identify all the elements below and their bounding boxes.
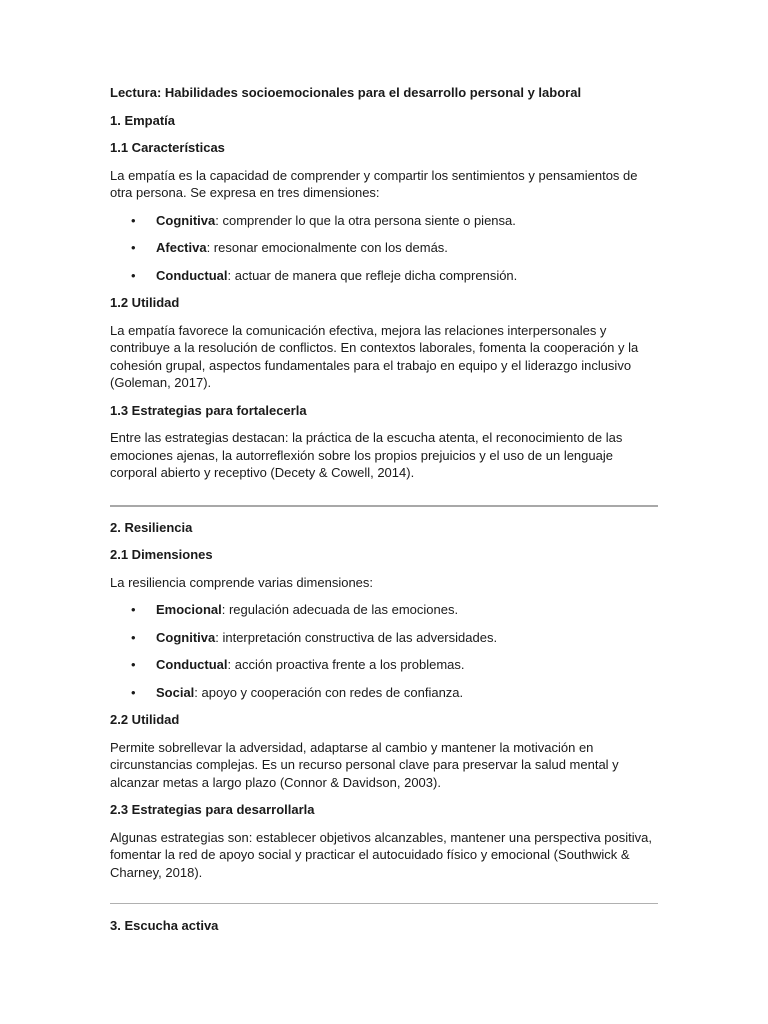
- section-heading-resiliencia: 2. Resiliencia: [110, 519, 193, 535]
- list-dimensiones-resiliencia: [110, 601, 658, 701]
- bullet-icon: •: [131, 602, 136, 617]
- paragraph-estrategias: Entre las estrategias destacan: la práctica de la escucha atenta, el reconocimiento de las emociones ajenas, la autorreflexión sobre los propios prejuicios y el uso de un lenguaje corporal abierto y receptivo (Decety & Cowell, 2014).: [110, 430, 623, 480]
- section-heading-empatia: 1. Empatía: [110, 112, 176, 128]
- bullet-icon: •: [131, 657, 136, 672]
- bullet-icon: •: [131, 240, 136, 255]
- subsection-heading-caracteristicas: 1.1 Características: [110, 140, 225, 155]
- list-dimensiones-empatia: [110, 212, 658, 285]
- list-item-term: Conductual: [156, 657, 228, 672]
- bullet-icon: •: [131, 212, 136, 228]
- list-item: [110, 212, 658, 230]
- paragraph-utilidad: Permite sobrellevar la adversidad, adaptarse al cambio y mantener la motivación en circunstancias complejas. Es un recurso personal clave para preservar la salud mental y alcanzar metas a largo plazo (Connor & Davidson, 2003).: [110, 739, 619, 790]
- list-item-desc: : acción proactiva frente a los problemas.: [227, 657, 465, 672]
- subsection-heading-dimensiones: 2.1 Dimensiones: [110, 547, 213, 562]
- list-item-term: Cognitiva: [156, 212, 216, 228]
- paragraph-caracteristicas: La empatía es la capacidad de comprender y compartir los sentimientos y pensamientos de otra persona. Se expresa en tres dimensiones:: [110, 167, 638, 200]
- document-page: [110, 84, 658, 945]
- subsection-heading-utilidad: 1.2 Utilidad: [110, 295, 180, 310]
- list-item-term: Emocional: [156, 602, 222, 617]
- bullet-icon: •: [131, 684, 136, 700]
- list-item: [110, 239, 658, 257]
- list-item-desc: : regulación adecuada de las emociones.: [221, 602, 459, 617]
- paragraph-estrategias: Algunas estrategias son: establecer objetivos alcanzables, mantener una perspectiva positiva, fomentar la red de apoyo social y practicar el autocuidado físico y emocional (Southwick & Charney, 2018).: [110, 829, 652, 880]
- list-item: [110, 656, 658, 674]
- paragraph-utilidad: La empatía favorece la comunicación efectiva, mejora las relaciones interpersonales y contribuye a la resolución de conflictos. En contextos laborales, fomenta la cooperación y la cohesión grupal, aspectos fundamentales para el trabajo en equipo y el liderazgo inclusivo (Goleman, 2017).: [110, 322, 639, 390]
- list-item: [110, 267, 658, 285]
- bullet-icon: •: [131, 629, 136, 645]
- section-divider: [110, 903, 658, 904]
- bullet-icon: •: [131, 267, 136, 283]
- list-item: [110, 601, 658, 619]
- list-item: [110, 629, 658, 647]
- section-divider: [110, 505, 658, 507]
- list-item-desc: : apoyo y cooperación con redes de confianza.: [194, 684, 464, 700]
- list-item-desc: : interpretación constructiva de las adversidades.: [215, 629, 498, 645]
- section-heading-escucha-activa: 3. Escucha activa: [110, 918, 219, 933]
- subsection-heading-utilidad: 2.2 Utilidad: [110, 712, 180, 727]
- subsection-heading-estrategias: 2.3 Estrategias para desarrollarla: [110, 802, 315, 817]
- list-item-term: Cognitiva: [156, 629, 216, 645]
- subsection-heading-estrategias: 1.3 Estrategias para fortalecerla: [110, 402, 307, 418]
- list-item-desc: : comprender lo que la otra persona siente o piensa.: [215, 212, 516, 228]
- list-item-desc: : resonar emocionalmente con los demás.: [206, 240, 448, 255]
- paragraph-dimensiones: La resiliencia comprende varias dimensiones:: [110, 574, 374, 590]
- list-item-term: Afectiva: [156, 240, 207, 255]
- document-title: Lectura: Habilidades socioemocionales para el desarrollo personal y laboral: [110, 85, 582, 100]
- list-item: [110, 684, 658, 702]
- list-item-term: Social: [156, 684, 195, 700]
- list-item-term: Conductual: [156, 267, 228, 283]
- list-item-desc: : actuar de manera que refleje dicha comprensión.: [227, 267, 518, 283]
